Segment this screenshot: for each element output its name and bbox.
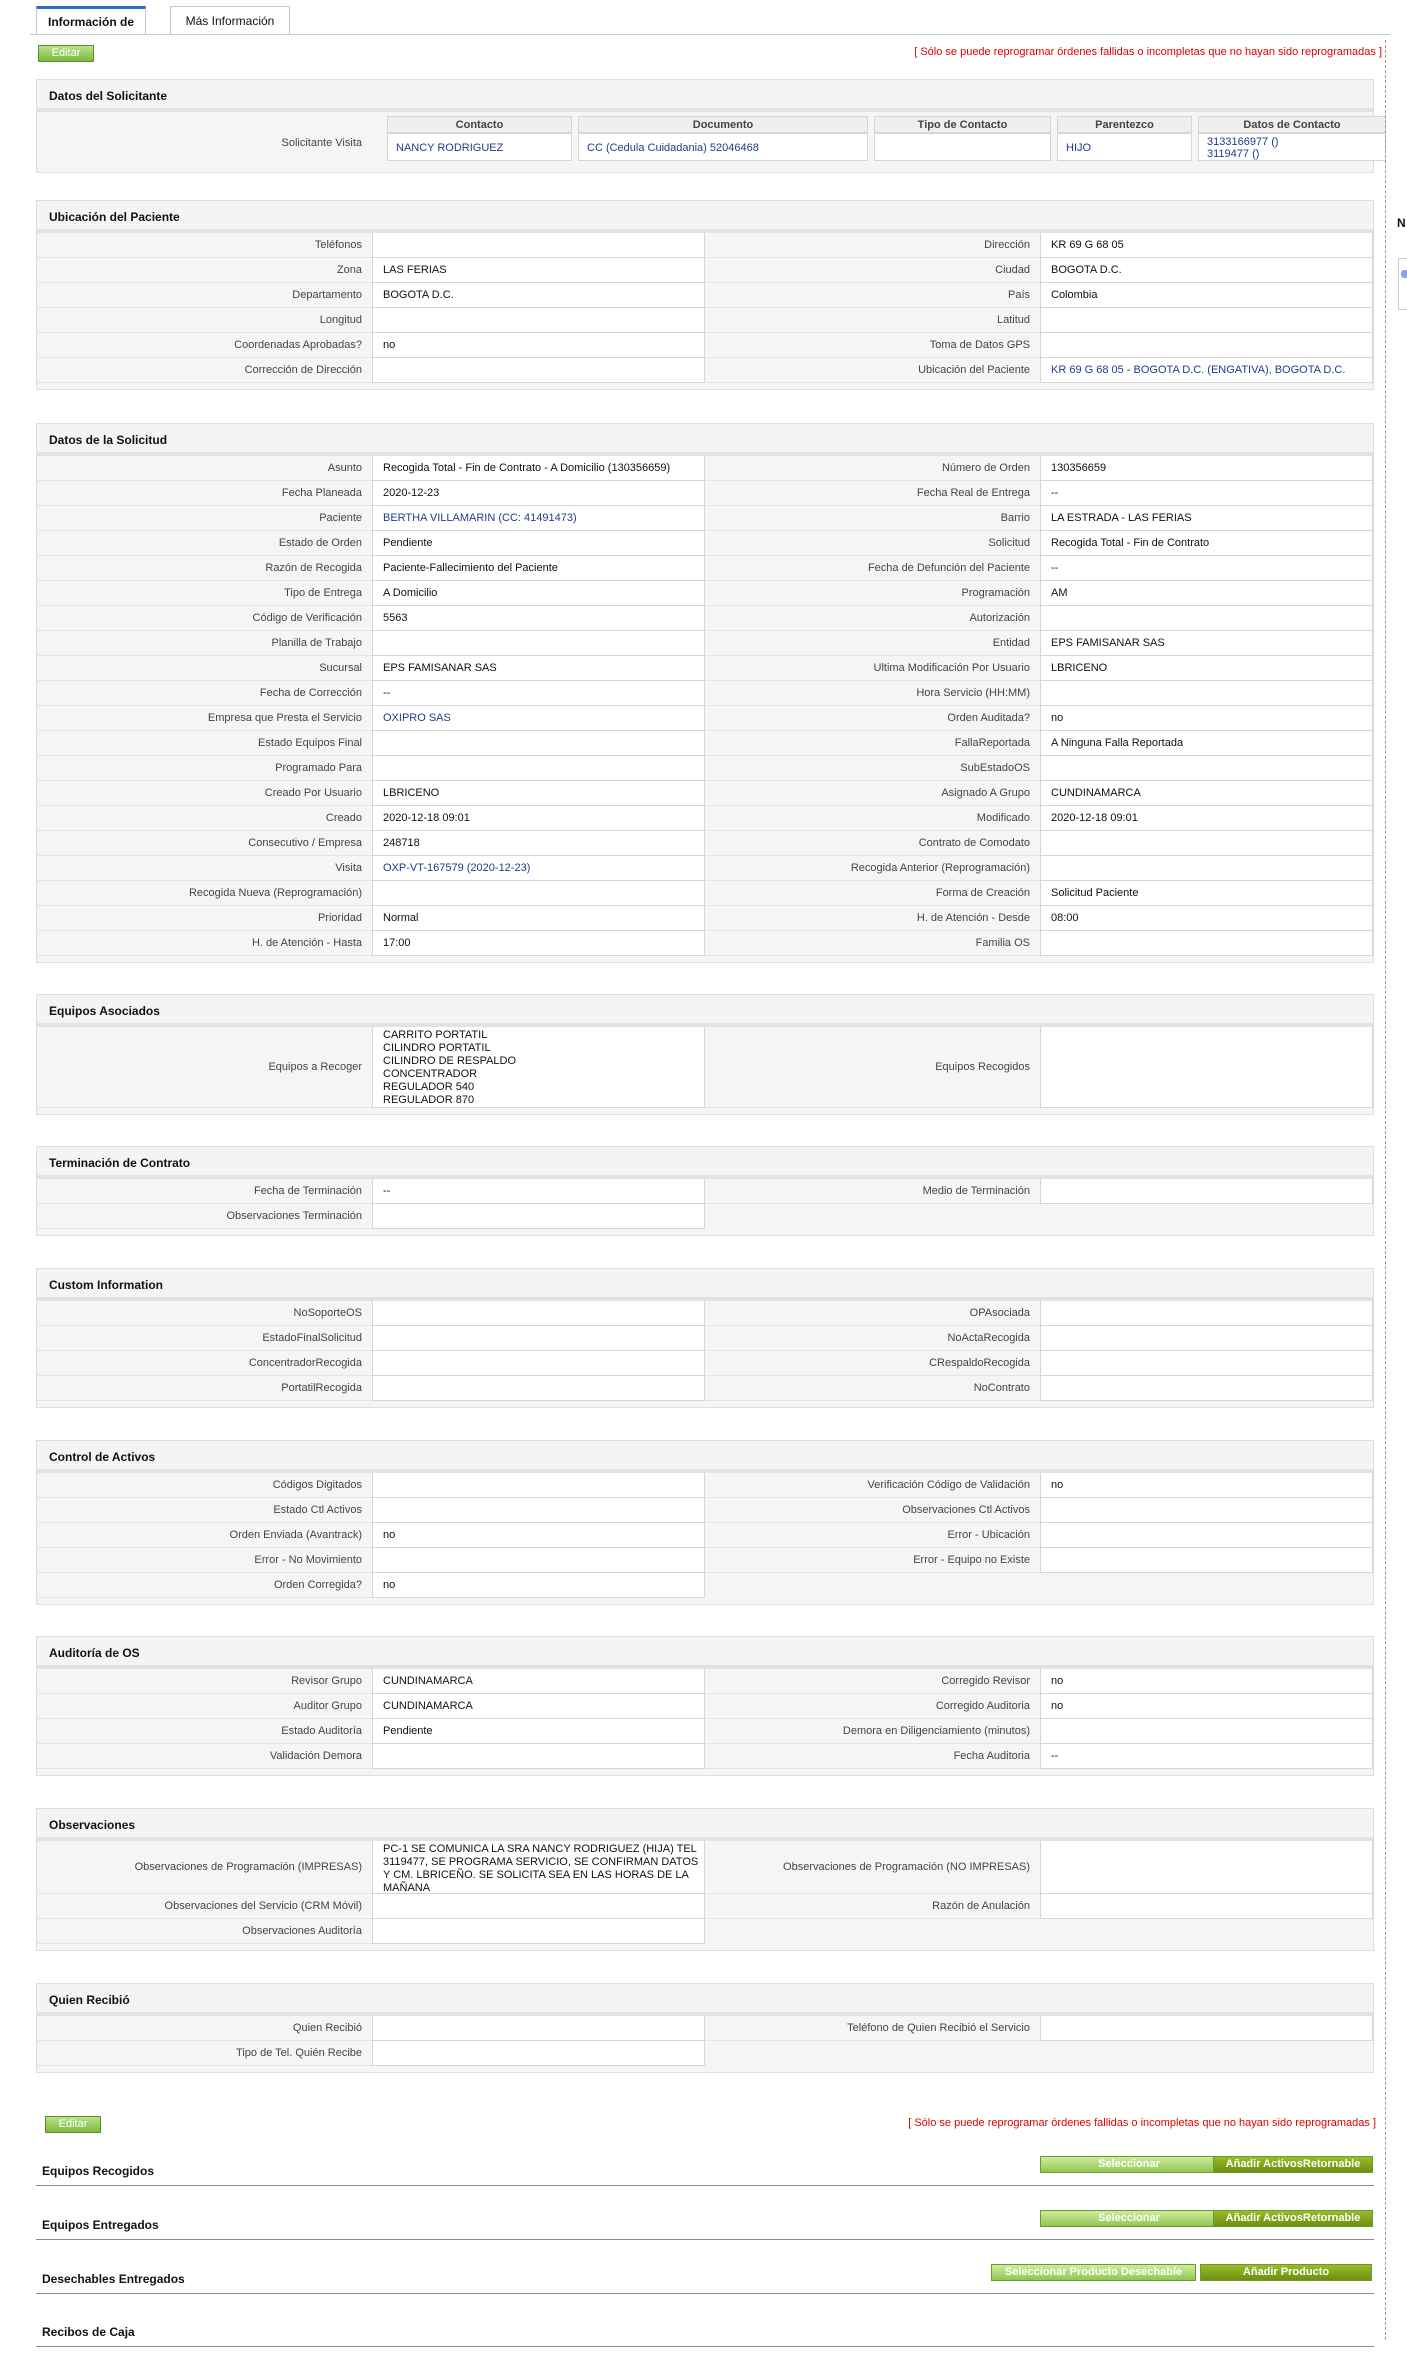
section-observaciones: [36, 1808, 1374, 1951]
field-value-observaciones-del-servicio-crm-movil: [372, 1894, 705, 1919]
field-label: Fecha Real de Entrega: [705, 481, 1040, 506]
field-row: [37, 606, 1373, 631]
field-row: [37, 1498, 1373, 1523]
field-label: Longitud: [37, 308, 372, 333]
field-row: [37, 831, 1373, 856]
field-label: Orden Enviada (Avantrack): [37, 1523, 372, 1548]
field-row: [37, 1179, 1373, 1204]
field-value-error-ubicacion: [1040, 1523, 1373, 1548]
field-label: Recogida Nueva (Reprogramación): [37, 881, 372, 906]
field-value-fecha-planeada: 2020-12-23: [372, 481, 705, 506]
list-title: Equipos Recogidos: [42, 2164, 155, 2178]
list-equipos-recogidos: [36, 2150, 1374, 2186]
field-label: Teléfono de Quien Recibió el Servicio: [705, 2016, 1040, 2041]
field-label: Observaciones del Servicio (CRM Móvil): [37, 1894, 372, 1919]
section-quien-recibio: [36, 1983, 1374, 2073]
field-label: H. de Atención - Desde: [705, 906, 1040, 931]
field-value-equipos-a-recoger: CARRITO PORTATIL CILINDRO PORTATIL CILINDRO DE RESPALDO CONCENTRADOR REGULADOR 540 REGULADOR 870: [372, 1027, 705, 1108]
field-value-ultima-modificacion-por-usuario: LBRICENO: [1040, 656, 1373, 681]
field-label: FallaReportada: [705, 731, 1040, 756]
field-row: [37, 1573, 705, 1598]
field-value-observaciones-terminacion: [372, 1204, 705, 1229]
field-value-validacion-demora: [372, 1744, 705, 1769]
field-value-correccion-de-direccion: [372, 358, 705, 383]
section-terminacion-de-contrato: [36, 1146, 1374, 1236]
field-value-opasociada: [1040, 1301, 1373, 1326]
field-row: [37, 1919, 705, 1944]
right-panel-icon[interactable]: [1401, 270, 1407, 278]
field-value-autorizacion: [1040, 606, 1373, 631]
field-value-fecha-auditoria: --: [1040, 1744, 1373, 1769]
field-label: Observaciones de Programación (IMPRESAS): [37, 1841, 372, 1894]
add-desechables-entregados-button[interactable]: Añadir Producto Desechable: [1200, 2264, 1372, 2281]
reprogram-warning-bottom: [ Sólo se puede reprogramar órdenes fallidas o incompletas que no hayan sido reprogramadas ]: [908, 2117, 1376, 2129]
field-row: [37, 1523, 1373, 1548]
field-label: Hora Servicio (HH:MM): [705, 681, 1040, 706]
section-title: Equipos Asociados: [37, 995, 1373, 1027]
field-row: [37, 1204, 705, 1229]
field-label: Código de Verificación: [37, 606, 372, 631]
select-desechables-entregados-button[interactable]: Seleccionar Producto Desechable: [991, 2264, 1196, 2281]
field-label: Observaciones Terminación: [37, 1204, 372, 1229]
field-value-observaciones-de-programacion-impresas: PC-1 SE COMUNICA LA SRA NANCY RODRIGUEZ (HIJA) TEL 3119477, SE PROGRAMA SERVICIO, SE CONFIRMAN DATOS Y CM. LBRICEÑO. SE SOLICITA SEA EN LAS HORAS DE LA MAÑANA: [372, 1841, 705, 1894]
field-label: Tipo de Tel. Quién Recibe: [37, 2041, 372, 2066]
section-title: Control de Activos: [37, 1441, 1373, 1473]
right-panel-label: N: [1397, 216, 1406, 230]
field-value-estadofinalsolicitud: [372, 1326, 705, 1351]
field-label: Razón de Anulación: [705, 1894, 1040, 1919]
field-value-verificacion-codigo-de-validacion: no: [1040, 1473, 1373, 1498]
field-row: [37, 1894, 1373, 1919]
edit-button-top[interactable]: Editar: [38, 45, 94, 62]
tab-mas-informacion[interactable]: Más Información: [170, 6, 290, 34]
field-value-toma-de-datos-gps: [1040, 333, 1373, 358]
contact-type-cell: [874, 133, 1051, 161]
field-label: Planilla de Trabajo: [37, 631, 372, 656]
field-row: [37, 781, 1373, 806]
field-label: Verificación Código de Validación: [705, 1473, 1040, 1498]
field-value-telefonos: [372, 233, 705, 258]
field-label: Asignado A Grupo: [705, 781, 1040, 806]
field-value-hora-servicio-hh-mm: [1040, 681, 1373, 706]
field-label: Creado Por Usuario: [37, 781, 372, 806]
field-row: [37, 881, 1373, 906]
field-value-tipo-de-entrega: A Domicilio: [372, 581, 705, 606]
field-label: Teléfonos: [37, 233, 372, 258]
field-label: Recogida Anterior (Reprogramación): [705, 856, 1040, 881]
field-label: Familia OS: [705, 931, 1040, 956]
field-label: Estado Equipos Final: [37, 731, 372, 756]
field-value-h-de-atencion-hasta: 17:00: [372, 931, 705, 956]
field-value-orden-auditada: no: [1040, 706, 1373, 731]
field-row: [37, 481, 1373, 506]
field-row: [37, 706, 1373, 731]
field-label: Error - No Movimiento: [37, 1548, 372, 1573]
field-value-barrio: LA ESTRADA - LAS FERIAS: [1040, 506, 1373, 531]
field-value-pais: Colombia: [1040, 283, 1373, 308]
list-title: Desechables Entregados: [42, 2272, 185, 2286]
field-label: Empresa que Presta el Servicio: [37, 706, 372, 731]
field-value-ciudad: BOGOTA D.C.: [1040, 258, 1373, 283]
field-label: Observaciones Ctl Activos: [705, 1498, 1040, 1523]
add-equipos-entregados-button[interactable]: Añadir ActivosRetornable: [1213, 2210, 1373, 2227]
field-value-observaciones-de-programacion-no-impresas: [1040, 1841, 1373, 1894]
field-row: [37, 856, 1373, 881]
list-desechables-entregados: [36, 2258, 1374, 2294]
field-label: Observaciones de Programación (NO IMPRESAS): [705, 1841, 1040, 1894]
field-row: [37, 631, 1373, 656]
field-row: [37, 456, 1373, 481]
field-value-h-de-atencion-desde: 08:00: [1040, 906, 1373, 931]
field-label: Demora en Diligenciamiento (minutos): [705, 1719, 1040, 1744]
field-label: Auditor Grupo: [37, 1694, 372, 1719]
field-label: Equipos a Recoger: [37, 1027, 372, 1108]
field-label: Solicitud: [705, 531, 1040, 556]
field-value-modificado: 2020-12-18 09:01: [1040, 806, 1373, 831]
field-value-estado-de-orden: Pendiente: [372, 531, 705, 556]
field-value-fecha-de-defuncion-del-paciente: --: [1040, 556, 1373, 581]
field-row: [37, 1744, 1373, 1769]
field-value-auditor-grupo: CUNDINAMARCA: [372, 1694, 705, 1719]
field-row: [37, 2041, 705, 2066]
field-value-fallareportada: A Ninguna Falla Reportada: [1040, 731, 1373, 756]
section-datos-solicitante: [36, 79, 1374, 173]
relationship-cell: HIJO: [1057, 133, 1192, 161]
field-row: [37, 1351, 1373, 1376]
section-title: Observaciones: [37, 1809, 1373, 1841]
field-label: Error - Ubicación: [705, 1523, 1040, 1548]
section-datos-de-la-solicitud: [36, 423, 1374, 963]
list-title: Equipos Entregados: [42, 2218, 159, 2232]
section-title: Quien Recibió: [37, 1984, 1373, 2016]
field-label: Validación Demora: [37, 1744, 372, 1769]
field-value-planilla-de-trabajo: [372, 631, 705, 656]
field-value-razon-de-recogida: Paciente-Fallecimiento del Paciente: [372, 556, 705, 581]
field-label: Corrección de Dirección: [37, 358, 372, 383]
field-value-noactarecogida: [1040, 1326, 1373, 1351]
field-label: Tipo de Entrega: [37, 581, 372, 606]
field-value-razon-de-anulacion: [1040, 1894, 1373, 1919]
field-value-medio-de-terminacion: [1040, 1179, 1373, 1204]
field-value-forma-de-creacion: Solicitud Paciente: [1040, 881, 1373, 906]
field-label: Entidad: [705, 631, 1040, 656]
field-label: Coordenadas Aprobadas?: [37, 333, 372, 358]
field-row: [37, 556, 1373, 581]
tab-informacion[interactable]: Información de: [36, 6, 146, 34]
field-value-asignado-a-grupo: CUNDINAMARCA: [1040, 781, 1373, 806]
field-value-fecha-real-de-entrega: --: [1040, 481, 1373, 506]
field-value-fecha-de-correccion: --: [372, 681, 705, 706]
field-value-orden-enviada-avantrack: no: [372, 1523, 705, 1548]
list-title: Recibos de Caja: [42, 2325, 135, 2339]
field-row: [37, 258, 1373, 283]
field-label: Ubicación del Paciente: [705, 358, 1040, 383]
tab-divider: [30, 34, 1390, 35]
section-title: Auditoría de OS: [37, 1637, 1373, 1669]
field-row: [37, 656, 1373, 681]
field-label: Forma de Creación: [705, 881, 1040, 906]
field-label: Número de Orden: [705, 456, 1040, 481]
field-value-creado-por-usuario: LBRICENO: [372, 781, 705, 806]
contact-table: [387, 116, 1386, 161]
field-label: Departamento: [37, 283, 372, 308]
section-ubicacion-del-paciente: [36, 200, 1374, 390]
field-value-sucursal: EPS FAMISANAR SAS: [372, 656, 705, 681]
field-label: Razón de Recogida: [37, 556, 372, 581]
section-title: Custom Information: [37, 1269, 1373, 1301]
field-label: Paciente: [37, 506, 372, 531]
field-label: Estado Auditoría: [37, 1719, 372, 1744]
section-title: Datos de la Solicitud: [37, 424, 1373, 456]
field-value-equipos-recogidos: [1040, 1027, 1373, 1108]
field-label: Autorización: [705, 606, 1040, 631]
field-value-nosoporteos: [372, 1301, 705, 1326]
field-value-estado-equipos-final: [372, 731, 705, 756]
field-value-telefono-de-quien-recibio-el-servicio: [1040, 2016, 1373, 2041]
section-control-de-activos: [36, 1440, 1374, 1605]
field-row: [37, 358, 1373, 383]
field-label: Solicitante Visita: [37, 116, 372, 170]
field-value-observaciones-auditoria: [372, 1919, 705, 1944]
field-value-error-equipo-no-existe: [1040, 1548, 1373, 1573]
field-label: ConcentradorRecogida: [37, 1351, 372, 1376]
field-value-revisor-grupo: CUNDINAMARCA: [372, 1669, 705, 1694]
field-label: Dirección: [705, 233, 1040, 258]
field-value-quien-recibio: [372, 2016, 705, 2041]
field-label: Códigos Digitados: [37, 1473, 372, 1498]
field-value-prioridad: Normal: [372, 906, 705, 931]
field-label: Corregido Revisor: [705, 1669, 1040, 1694]
field-value-fecha-de-terminacion: --: [372, 1179, 705, 1204]
field-value-observaciones-ctl-activos: [1040, 1498, 1373, 1523]
document-cell: CC (Cedula Cuidadania) 52046468: [578, 133, 868, 161]
field-value-programacion: AM: [1040, 581, 1373, 606]
add-equipos-recogidos-button[interactable]: Añadir ActivosRetornable: [1213, 2156, 1373, 2173]
field-label: Visita: [37, 856, 372, 881]
field-row: [37, 1719, 1373, 1744]
list-recibos-de-caja: [36, 2311, 1374, 2347]
field-value-coordenadas-aprobadas: no: [372, 333, 705, 358]
field-value-corregido-auditoria: no: [1040, 1694, 1373, 1719]
field-value-paciente: BERTHA VILLAMARIN (CC: 41491473): [372, 506, 705, 531]
field-label: OPAsociada: [705, 1301, 1040, 1326]
field-value-codigo-de-verificacion: 5563: [372, 606, 705, 631]
field-label: Revisor Grupo: [37, 1669, 372, 1694]
field-value-creado: 2020-12-18 09:01: [372, 806, 705, 831]
field-value-recogida-anterior-reprogramacion: [1040, 856, 1373, 881]
field-row: [37, 906, 1373, 931]
field-row: [37, 1301, 1373, 1326]
field-row: [37, 1027, 1373, 1108]
field-label: Quien Recibió: [37, 2016, 372, 2041]
field-label: Observaciones Auditoría: [37, 1919, 372, 1944]
field-label: NoActaRecogida: [705, 1326, 1040, 1351]
field-label: Creado: [37, 806, 372, 831]
field-value-familia-os: [1040, 931, 1373, 956]
field-value-contrato-de-comodato: [1040, 831, 1373, 856]
section-title: Ubicación del Paciente: [37, 201, 1373, 233]
field-value-corregido-revisor: no: [1040, 1669, 1373, 1694]
field-label: Medio de Terminación: [705, 1179, 1040, 1204]
contact-data-cell: 3133166977 () 3119477 (): [1198, 133, 1386, 161]
field-row: [37, 1694, 1373, 1719]
field-label: Zona: [37, 258, 372, 283]
field-value-concentradorrecogida: [372, 1351, 705, 1376]
field-label: Error - Equipo no Existe: [705, 1548, 1040, 1573]
field-label: EstadoFinalSolicitud: [37, 1326, 372, 1351]
field-row: [37, 1669, 1373, 1694]
field-label: Contrato de Comodato: [705, 831, 1040, 856]
field-label: Asunto: [37, 456, 372, 481]
field-value-demora-en-diligenciamiento-minutos: [1040, 1719, 1373, 1744]
field-row: [37, 931, 1373, 956]
field-label: Modificado: [705, 806, 1040, 831]
contact-name-cell: NANCY RODRIGUEZ: [387, 133, 572, 161]
field-value-asunto: Recogida Total - Fin de Contrato - A Domicilio (130356659): [372, 456, 705, 481]
field-label: NoSoporteOS: [37, 1301, 372, 1326]
field-value-entidad: EPS FAMISANAR SAS: [1040, 631, 1373, 656]
reprogram-warning-top: [ Sólo se puede reprogramar órdenes fallidas o incompletas que no hayan sido reprogramadas ]: [914, 46, 1382, 58]
field-value-empresa-que-presta-el-servicio: OXIPRO SAS: [372, 706, 705, 731]
right-panel-box: [1398, 258, 1407, 310]
column-header: Tipo de Contacto: [874, 116, 1051, 133]
field-value-visita: OXP-VT-167579 (2020-12-23): [372, 856, 705, 881]
field-row: [37, 1841, 1373, 1894]
field-row: [37, 731, 1373, 756]
section-title: Terminación de Contrato: [37, 1147, 1373, 1179]
column-header: Documento: [578, 116, 868, 133]
field-label: Equipos Recogidos: [705, 1027, 1040, 1108]
field-label: Estado de Orden: [37, 531, 372, 556]
field-label: Ciudad: [705, 258, 1040, 283]
field-value-solicitud: Recogida Total - Fin de Contrato: [1040, 531, 1373, 556]
field-value-estado-auditoria: Pendiente: [372, 1719, 705, 1744]
field-value-portatilrecogida: [372, 1376, 705, 1401]
field-value-subestadoos: [1040, 756, 1373, 781]
select-equipos-entregados-button[interactable]: Seleccionar ActivosRetornable: [1040, 2210, 1218, 2227]
field-value-recogida-nueva-reprogramacion: [372, 881, 705, 906]
section-equipos-asociados: [36, 994, 1374, 1115]
field-label: Consecutivo / Empresa: [37, 831, 372, 856]
field-row: [37, 681, 1373, 706]
field-label: SubEstadoOS: [705, 756, 1040, 781]
field-value-numero-de-orden: 130356659: [1040, 456, 1373, 481]
field-value-crespaldorecogida: [1040, 1351, 1373, 1376]
field-label: Fecha de Defunción del Paciente: [705, 556, 1040, 581]
field-row: [37, 1473, 1373, 1498]
field-label: Barrio: [705, 506, 1040, 531]
field-label: Latitud: [705, 308, 1040, 333]
field-label: Programado Para: [37, 756, 372, 781]
section-title: Datos del Solicitante: [37, 80, 1373, 112]
field-value-longitud: [372, 308, 705, 333]
field-row: [37, 2016, 1373, 2041]
field-label: NoContrato: [705, 1376, 1040, 1401]
column-header: Parentezco: [1057, 116, 1192, 133]
field-label: Sucursal: [37, 656, 372, 681]
field-value-codigos-digitados: [372, 1473, 705, 1498]
field-value-consecutivo-empresa: 248718: [372, 831, 705, 856]
field-label: Fecha de Terminación: [37, 1179, 372, 1204]
field-label: Toma de Datos GPS: [705, 333, 1040, 358]
field-value-ubicacion-del-paciente: KR 69 G 68 05 - BOGOTA D.C. (ENGATIVA), BOGOTA D.C.: [1040, 358, 1373, 383]
field-value-zona: LAS FERIAS: [372, 258, 705, 283]
field-label: CRespaldoRecogida: [705, 1351, 1040, 1376]
field-value-estado-ctl-activos: [372, 1498, 705, 1523]
field-row: [37, 756, 1373, 781]
section-auditoria-de-os: [36, 1636, 1374, 1776]
field-row: [37, 233, 1373, 258]
field-row: [37, 531, 1373, 556]
field-label: Orden Auditada?: [705, 706, 1040, 731]
field-value-direccion: KR 69 G 68 05: [1040, 233, 1373, 258]
field-label: H. de Atención - Hasta: [37, 931, 372, 956]
field-row: [37, 333, 1373, 358]
field-label: Fecha Auditoria: [705, 1744, 1040, 1769]
field-value-error-no-movimiento: [372, 1548, 705, 1573]
field-label: Ultima Modificación Por Usuario: [705, 656, 1040, 681]
field-label: Programación: [705, 581, 1040, 606]
field-row: [37, 581, 1373, 606]
field-value-nocontrato: [1040, 1376, 1373, 1401]
field-value-programado-para: [372, 756, 705, 781]
field-value-latitud: [1040, 308, 1373, 333]
field-row: [37, 283, 1373, 308]
column-header: Datos de Contacto: [1198, 116, 1386, 133]
field-label: País: [705, 283, 1040, 308]
column-header: Contacto: [387, 116, 572, 133]
field-value-departamento: BOGOTA D.C.: [372, 283, 705, 308]
field-row: [37, 308, 1373, 333]
field-value-tipo-de-tel-quien-recibe: [372, 2041, 705, 2066]
field-label: Fecha de Corrección: [37, 681, 372, 706]
select-equipos-recogidos-button[interactable]: Seleccionar ActivosRetornable: [1040, 2156, 1218, 2173]
field-label: Prioridad: [37, 906, 372, 931]
field-label: Orden Corregida?: [37, 1573, 372, 1598]
section-custom-information: [36, 1268, 1374, 1408]
field-row: [37, 1548, 1373, 1573]
field-label: PortatilRecogida: [37, 1376, 372, 1401]
field-label: Estado Ctl Activos: [37, 1498, 372, 1523]
panel-divider: [1385, 40, 1386, 2340]
field-label: Fecha Planeada: [37, 481, 372, 506]
field-row: [37, 1326, 1373, 1351]
field-row: [37, 506, 1373, 531]
edit-button-bottom[interactable]: Editar: [45, 2116, 101, 2133]
list-equipos-entregados: [36, 2204, 1374, 2240]
field-label: Corregido Auditoria: [705, 1694, 1040, 1719]
field-row: [37, 1376, 1373, 1401]
field-row: [37, 806, 1373, 831]
field-value-orden-corregida: no: [372, 1573, 705, 1598]
